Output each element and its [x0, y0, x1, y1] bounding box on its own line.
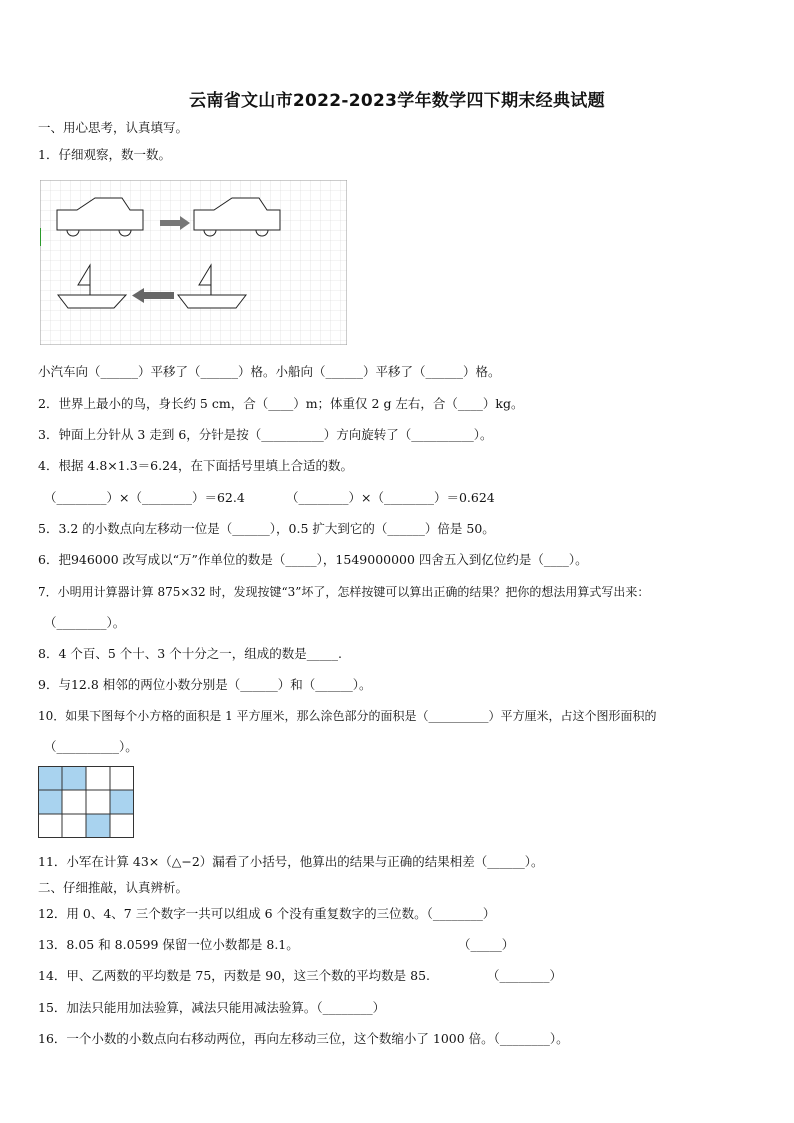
question-16: 16．一个小数的小数点向右移动两位，再向左移动三位，这个数缩小了 1000 倍。（________）。 — [38, 1031, 569, 1046]
shaded-cell — [62, 766, 86, 790]
question-12: 12．用 0、4、7 三个数字一共可以组成 6 个没有重复数字的三位数。（________） — [38, 906, 496, 921]
shaded-area-grid — [38, 766, 134, 838]
shaded-cell — [38, 766, 62, 790]
question-13: 13．8.05 和 8.0599 保留一位小数都是 8.1。 — [38, 937, 299, 952]
question-7: 7．小明用计算器计算 875×32 时，发现按键“3”坏了，怎样按键可以算出正确的结果？把你的想法用算式写出来： — [38, 585, 650, 599]
question-4-part-b: （________）×（________）＝0.624 — [286, 490, 495, 505]
page-title: 云南省文山市2022-2023学年数学四下期末经典试题 — [189, 91, 605, 111]
question-13-bracket: （_____） — [458, 937, 515, 952]
question-1: 1．仔细观察，数一数。 — [38, 147, 171, 162]
shaded-cell — [38, 790, 62, 814]
question-9: 9．与12.8 相邻的两位小数分别是（______）和（______）。 — [38, 677, 372, 692]
question-8: 8．4 个百、5 个十、3 个十分之一，组成的数是_____. — [38, 646, 342, 661]
question-4: 4．根据 4.8×1.3＝6.24，在下面括号里填上合适的数。 — [38, 458, 353, 473]
question-6: 6．把946000 改写成以“万”作单位的数是（_____），1549000000 四舍五入到亿位约是（____）。 — [38, 552, 588, 567]
shaded-cell — [86, 814, 110, 838]
grid-marker — [40, 228, 41, 246]
question-5: 5．3.2 的小数点向左移动一位是（______），0.5 扩大到它的（______）倍是 50。 — [38, 521, 495, 536]
question-4-part-a: （________）×（________）＝62.4 — [44, 490, 245, 505]
question-14: 14．甲、乙两数的平均数是 75，丙数是 90，这三个数的平均数是 85. — [38, 968, 431, 983]
question-14-bracket: （________） — [487, 968, 563, 983]
shaded-cell — [110, 790, 134, 814]
translation-grid-figure — [40, 180, 347, 345]
question-7-answer: （________）。 — [44, 615, 126, 630]
question-3: 3．钟面上分针从 3 走到 6，分针是按（__________）方向旋转了（__________）。 — [38, 427, 493, 442]
question-11: 11．小军在计算 43×（△−2）漏看了小括号，他算出的结果与正确的结果相差（______）。 — [38, 854, 544, 869]
question-10-answer: （__________）。 — [44, 739, 138, 754]
question-15: 15．加法只能用加法验算，减法只能用减法验算。（________） — [38, 1000, 386, 1015]
question-1-answer: 小汽车向（______）平移了（______）格。小船向（______）平移了（______）格。 — [38, 364, 501, 379]
question-10: 10．如果下图每个小方格的面积是 1 平方厘米，那么涂色部分的面积是（__________）平方厘米，占这个图形面积的 — [38, 709, 657, 723]
section-one-heading: 一、用心思考，认真填写。 — [38, 120, 189, 135]
section-two-heading: 二、仔细推敲，认真辨析。 — [38, 880, 189, 895]
question-2: 2．世界上最小的鸟，身长约 5 cm，合（____）m；体重仅 2 g 左右，合（____）kg。 — [38, 396, 524, 411]
